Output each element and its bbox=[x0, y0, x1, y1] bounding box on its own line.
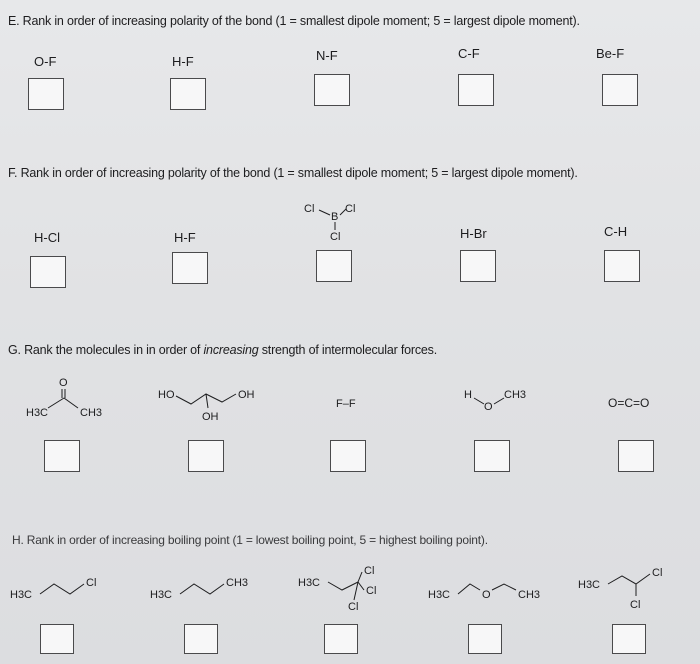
item-e3-label: N-F bbox=[316, 48, 338, 63]
answer-box-h1[interactable] bbox=[40, 624, 74, 654]
dichloropropane-structure bbox=[578, 562, 678, 614]
svg-text:Cl: Cl bbox=[630, 599, 641, 611]
answer-box-h2[interactable] bbox=[184, 624, 218, 654]
svg-text:H3C: H3C bbox=[26, 407, 49, 419]
answer-box-f1[interactable] bbox=[30, 256, 66, 288]
answer-box-e1[interactable] bbox=[28, 78, 64, 110]
svg-text:Cl: Cl bbox=[364, 565, 375, 577]
item-f4-label: H-Br bbox=[460, 226, 487, 241]
answer-box-g4[interactable] bbox=[474, 440, 510, 472]
svg-text:H: H bbox=[464, 389, 472, 401]
svg-text:OH: OH bbox=[202, 411, 219, 423]
svg-text:B: B bbox=[331, 211, 339, 223]
chloroethane-structure bbox=[10, 572, 110, 606]
svg-text:Cl: Cl bbox=[348, 601, 359, 613]
answer-box-f3[interactable] bbox=[316, 250, 352, 282]
ether-structure bbox=[428, 572, 548, 606]
svg-text:H3C: H3C bbox=[150, 589, 173, 601]
svg-text:Cl: Cl bbox=[330, 231, 341, 243]
svg-text:O: O bbox=[482, 589, 491, 601]
svg-text:Cl: Cl bbox=[345, 203, 356, 215]
answer-box-g5[interactable] bbox=[618, 440, 654, 472]
question-g-prompt: G. Rank the molecules in in order of increasing strength of intermolecular forces. bbox=[8, 343, 437, 357]
svg-text:CH3: CH3 bbox=[504, 389, 527, 401]
svg-text:H3C: H3C bbox=[428, 589, 451, 601]
answer-box-e2[interactable] bbox=[170, 78, 206, 110]
svg-text:Cl: Cl bbox=[86, 577, 97, 589]
answer-box-g1[interactable] bbox=[44, 440, 80, 472]
answer-box-e5[interactable] bbox=[602, 74, 638, 106]
question-h-prompt: H. Rank in order of increasing boiling point (1 = lowest boiling point, 5 = highest boiling point). bbox=[12, 533, 488, 547]
answer-box-f4[interactable] bbox=[460, 250, 496, 282]
emphasis-text: increasing bbox=[203, 343, 259, 357]
item-e2-label: H-F bbox=[172, 54, 194, 69]
svg-text:CH3: CH3 bbox=[80, 407, 103, 419]
answer-box-g2[interactable] bbox=[188, 440, 224, 472]
svg-text:OH: OH bbox=[238, 389, 255, 401]
question-e-prompt: E. Rank in order of increasing polarity of the bond (1 = smallest dipole moment; 5 = largest dipole moment). bbox=[8, 14, 580, 28]
svg-text:H3C: H3C bbox=[10, 589, 33, 601]
answer-box-f2[interactable] bbox=[172, 252, 208, 284]
answer-box-g3[interactable] bbox=[330, 440, 366, 472]
svg-text:Cl: Cl bbox=[366, 585, 377, 597]
item-e4-label: C-F bbox=[458, 46, 480, 61]
item-f5-label: C-H bbox=[604, 224, 628, 239]
diol-structure bbox=[158, 386, 268, 430]
item-e1-label: O-F bbox=[34, 54, 57, 69]
svg-text:CH3: CH3 bbox=[518, 589, 541, 601]
svg-text:H3C: H3C bbox=[578, 579, 601, 591]
bcl3-structure bbox=[300, 198, 370, 242]
item-f1-label: H-Cl bbox=[34, 230, 60, 245]
answer-box-h4[interactable] bbox=[468, 624, 502, 654]
svg-text:O: O bbox=[59, 377, 68, 389]
svg-text:H3C: H3C bbox=[298, 577, 321, 589]
trichloroethane-structure bbox=[298, 564, 398, 614]
svg-text:O: O bbox=[484, 401, 493, 413]
svg-text:Cl: Cl bbox=[304, 203, 315, 215]
item-e5-label: Be-F bbox=[596, 46, 625, 61]
co2-structure: O=C=O bbox=[608, 396, 650, 410]
item-f2-label: H-F bbox=[174, 230, 196, 245]
f2-structure: F–F bbox=[336, 398, 356, 410]
svg-text:HO: HO bbox=[158, 389, 175, 401]
answer-box-h3[interactable] bbox=[324, 624, 358, 654]
answer-box-h5[interactable] bbox=[612, 624, 646, 654]
butane-structure bbox=[150, 572, 260, 606]
svg-text:CH3: CH3 bbox=[226, 577, 249, 589]
answer-box-e4[interactable] bbox=[458, 74, 494, 106]
answer-box-e3[interactable] bbox=[314, 74, 350, 106]
svg-text:Cl: Cl bbox=[652, 567, 663, 579]
question-f-prompt: F. Rank in order of increasing polarity of the bond (1 = smallest dipole moment; 5 = largest dipole moment). bbox=[8, 166, 578, 180]
methanol-structure bbox=[462, 386, 542, 416]
acetone-structure bbox=[22, 376, 122, 426]
answer-box-f5[interactable] bbox=[604, 250, 640, 282]
